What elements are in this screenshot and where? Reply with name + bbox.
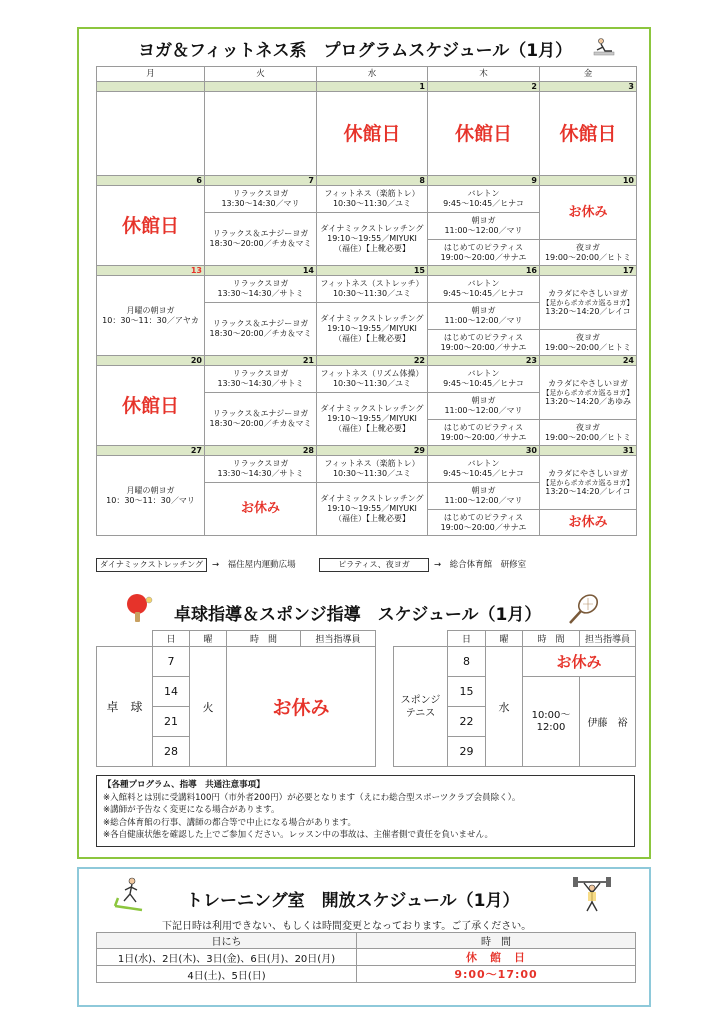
table-tennis-schedule-title: 卓球指導＆スポンジ指導 スケジュール（1月）	[174, 605, 542, 625]
col-weekday: 曜	[190, 631, 227, 647]
closed-day: 休館日	[97, 366, 205, 446]
note-line: ※各自健康状態を確認した上でご参加ください。レッスン中の事故は、主催者側で責任を負いません。	[103, 830, 494, 840]
program-table-tennis: 卓 球	[97, 647, 153, 767]
class-slot: リラックスヨガ 13:30～14:30／マリ	[205, 186, 317, 213]
date-cell: 14	[205, 266, 317, 276]
col-instructor: 担当指導員	[301, 631, 376, 647]
class-slot: リラックスヨガ 13:30～14:30／サトミ	[205, 366, 317, 393]
off-day: お休み	[205, 483, 317, 536]
date-cell	[97, 82, 205, 92]
notes-heading: 【各種プログラム、指導 共通注意事項】	[103, 780, 265, 790]
date-cell: 24	[540, 356, 637, 366]
training-table	[96, 932, 636, 983]
class-slot: カラダにやさしいヨガ 【足からポカポカ巡るヨガ】 13:20～14:20／レイコ	[540, 276, 637, 330]
date-cell: 29	[317, 446, 428, 456]
day-cell: 8	[448, 647, 486, 677]
col-instructor: 担当指導員	[580, 631, 636, 647]
closed-dates: 1日(水)、2日(木)、3日(金)、6日(月)、20日(月)	[97, 949, 357, 966]
empty-cell	[97, 92, 205, 176]
weekday-tue: 火	[205, 67, 317, 82]
date-cell: 27	[97, 446, 205, 456]
class-slot: リラックス＆エナジーヨガ 18:30～20:00／チカ＆マミ	[205, 213, 317, 266]
class-slot: 月曜の朝ヨガ 10：30～11：30／マリ	[97, 456, 205, 536]
date-cell: 9	[428, 176, 540, 186]
instructor-cell: 伊藤 裕	[580, 677, 636, 767]
class-slot: フィットネス（楽筋トレ） 10:30～11:30／ユミ	[317, 456, 428, 483]
class-slot: はじめてのピラティス 19:00～20:00／サナエ	[428, 330, 540, 356]
off-status: お休み	[227, 647, 376, 767]
col-weekday: 曜	[486, 631, 523, 647]
treadmill-runner-icon	[112, 876, 146, 914]
closed-day: 休館日	[97, 186, 205, 266]
class-slot: バレトン 9:45～10:45／ヒナコ	[428, 276, 540, 303]
weekday-fri: 金	[540, 67, 637, 82]
date-cell: 1	[317, 82, 428, 92]
yoga-schedule-title: ヨガ＆フィットネス系 プログラムスケジュール（1月）	[138, 41, 573, 61]
training-subtitle: 下記日時は利用できない、もしくは時間変更となっております。ご了承ください。	[162, 921, 532, 932]
weekday-thu: 木	[428, 67, 540, 82]
class-slot: 夜ヨガ 19:00～20:00／ヒトミ	[540, 420, 637, 446]
empty-cell	[97, 631, 153, 647]
class-slot: リラックスヨガ 13:30～14:30／サトミ	[205, 276, 317, 303]
closed-day: 休館日	[540, 92, 637, 176]
yoga-person-icon	[592, 36, 616, 58]
date-cell: 3	[540, 82, 637, 92]
date-cell: 10	[540, 176, 637, 186]
closed-value: 休 館 日	[357, 949, 636, 966]
date-cell: 16	[428, 266, 540, 276]
empty-cell	[394, 631, 448, 647]
changed-hours: 9:00～17:00	[357, 966, 636, 983]
note-line: ※総合体育館の行事、講師の都合等で中止になる場合があります。	[103, 817, 356, 828]
day-cell: 22	[448, 707, 486, 737]
changed-dates: 4日(土)、5日(日)	[97, 966, 357, 983]
date-cell: 28	[205, 446, 317, 456]
legend-location-1: → 福住屋内運動広場	[212, 560, 296, 570]
col-time: 時 間	[357, 933, 636, 949]
legend-box-pilates: ピラティス、夜ヨガ	[319, 558, 429, 572]
date-cell: 17	[540, 266, 637, 276]
col-day: 日	[448, 631, 486, 647]
date-cell: 31	[540, 446, 637, 456]
col-time: 時 間	[227, 631, 301, 647]
closed-day: 休館日	[317, 92, 428, 176]
day-cell: 28	[153, 737, 190, 767]
class-slot: 朝ヨガ 11:00～12:00／マリ	[428, 303, 540, 330]
col-dates: 日にち	[97, 933, 357, 949]
class-slot: カラダにやさしいヨガ 【足からポカポカ巡るヨガ】 13:20～14:20／あゆみ	[540, 366, 637, 420]
tennis-racket-icon	[566, 592, 602, 626]
date-cell: 6	[97, 176, 205, 186]
weekday-cell: 水	[486, 647, 523, 767]
weekday-wed: 水	[317, 67, 428, 82]
date-cell: 8	[317, 176, 428, 186]
day-cell: 15	[448, 677, 486, 707]
class-slot: 月曜の朝ヨガ 10：30～11：30／アヤカ	[97, 276, 205, 356]
note-line: ※入館料とは別に受講料100円（市外者200円）が必要となります（えにわ総合型スポーツクラブ会員除く）。	[103, 792, 521, 803]
table-tennis-table	[96, 630, 376, 767]
date-cell	[205, 82, 317, 92]
col-time: 時 間	[523, 631, 580, 647]
date-cell: 21	[205, 356, 317, 366]
class-slot: フィットネス（楽筋トレ） 10:30～11:30／ユミ	[317, 186, 428, 213]
off-status: お休み	[523, 647, 636, 677]
class-slot: リラックス＆エナジーヨガ 18:30～20:00／チカ＆マミ	[205, 303, 317, 356]
class-slot: ダイナミックストレッチング 19:10～19:55／MIYUKI （福住）【上靴必要】	[317, 393, 428, 446]
class-slot: 朝ヨガ 11:00～12:00／マリ	[428, 213, 540, 240]
class-slot: フィットネス（ストレッチ） 10:30～11:30／ユミ	[317, 276, 428, 303]
class-slot: ダイナミックストレッチング 19:10～19:55／MIYUKI （福住）【上靴必要】	[317, 483, 428, 536]
date-cell: 23	[428, 356, 540, 366]
yoga-schedule-table	[96, 66, 637, 536]
class-slot: バレトン 9:45～10:45／ヒナコ	[428, 366, 540, 393]
date-cell: 20	[97, 356, 205, 366]
class-slot: リラックス＆エナジーヨガ 18:30～20:00／チカ＆マミ	[205, 393, 317, 446]
off-day: お休み	[540, 510, 637, 536]
off-day: お休み	[540, 186, 637, 240]
date-cell: 22	[317, 356, 428, 366]
class-slot: 夜ヨガ 19:00～20:00／ヒトミ	[540, 330, 637, 356]
class-slot: はじめてのピラティス 19:00～20:00／サナエ	[428, 510, 540, 536]
day-cell: 7	[153, 647, 190, 677]
date-cell: 7	[205, 176, 317, 186]
legend-box-stretching: ダイナミックストレッチング	[96, 558, 207, 572]
class-slot: はじめてのピラティス 19:00～20:00／サナエ	[428, 240, 540, 266]
class-slot: フィットネス（リズム体操） 10:30～11:30／ユミ	[317, 366, 428, 393]
day-cell: 29	[448, 737, 486, 767]
legend-location-2: → 総合体育館 研修室	[434, 560, 527, 570]
common-notes-box	[96, 775, 635, 847]
day-cell: 21	[153, 707, 190, 737]
class-slot: ダイナミックストレッチング 19:10～19:55／MIYUKI （福住）【上靴必要】	[317, 303, 428, 356]
date-cell: 30	[428, 446, 540, 456]
class-slot: リラックスヨガ 13:30～14:30／サトミ	[205, 456, 317, 483]
date-cell-holiday: 13	[97, 266, 205, 276]
col-day: 日	[153, 631, 190, 647]
weekday-mon: 月	[97, 67, 205, 82]
date-cell: 2	[428, 82, 540, 92]
day-cell: 14	[153, 677, 190, 707]
weekday-cell: 火	[190, 647, 227, 767]
training-schedule-title: トレーニング室 開放スケジュール（1月）	[186, 891, 520, 911]
class-slot: カラダにやさしいヨガ 【足からポカポカ巡るヨガ】 13:20～14:20／レイコ	[540, 456, 637, 510]
ping-pong-paddle-icon	[124, 592, 154, 624]
class-slot: はじめてのピラティス 19:00～20:00／サナエ	[428, 420, 540, 446]
class-slot: バレトン 9:45～10:45／ヒナコ	[428, 186, 540, 213]
date-cell: 15	[317, 266, 428, 276]
empty-cell	[205, 92, 317, 176]
class-slot: バレトン 9:45～10:45／ヒナコ	[428, 456, 540, 483]
closed-day: 休館日	[428, 92, 540, 176]
class-slot: 夜ヨガ 19:00～20:00／ヒトミ	[540, 240, 637, 266]
time-cell: 10:00～ 12:00	[523, 677, 580, 767]
weightlifter-icon	[572, 874, 612, 914]
class-slot: ダイナミックストレッチング 19:10～19:55／MIYUKI （福住）【上靴必要】	[317, 213, 428, 266]
class-slot: 朝ヨガ 11:00～12:00／マリ	[428, 393, 540, 420]
class-slot: 朝ヨガ 11:00～12:00／マリ	[428, 483, 540, 510]
note-line: ※講師が予告なく変更になる場合があります。	[103, 805, 280, 815]
sponge-tennis-table	[393, 630, 636, 767]
program-sponge-tennis: スポンジ テニス	[394, 647, 448, 767]
